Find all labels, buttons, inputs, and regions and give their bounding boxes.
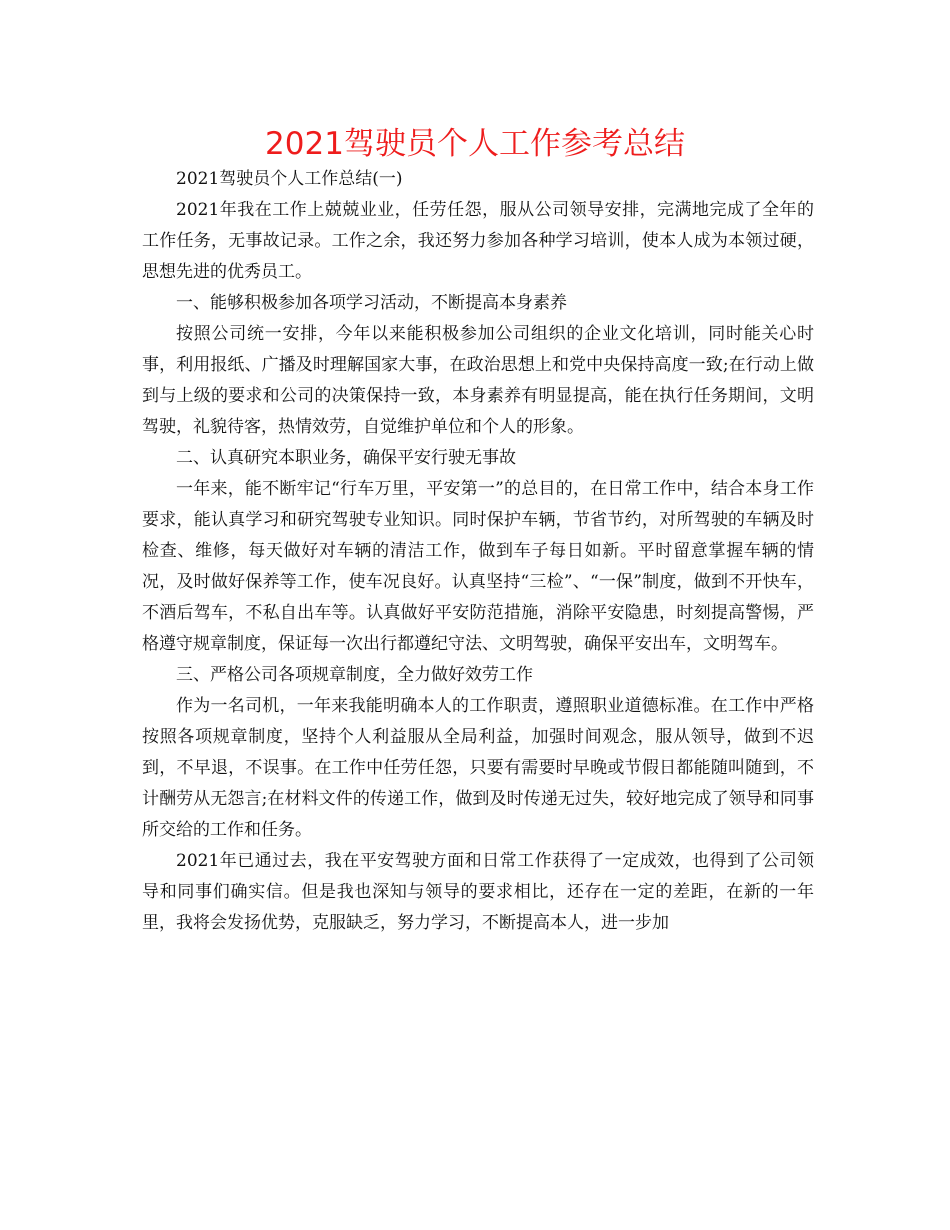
- paragraph-subtitle: 2021驾驶员个人工作总结(一): [176, 169, 403, 189]
- paragraph-section-3: 作为一名司机，一年来我能明确本人的工作职责，遵照职业道德标准。在工作中严格按照各项规章制度，坚持个人利益服从全局利益，加强时间观念，服从领导，做到不迟到，不早退，不误事。在工作中任劳任怨，只要有需要时早晚或节假日都能随叫随到，不计酬劳从无怨言;在材料文件的传递工作，做到及时传递无过失，较好地完成了领导和同事所交给的工作和任务。: [142, 696, 814, 840]
- section-heading-1: 一、能够积极参加各项学习活动，不断提高本身素养: [176, 293, 567, 313]
- document-title: 2021驾驶员个人工作参考总结: [265, 126, 685, 162]
- section-heading-2: 二、认真研究本职业务，确保平安行驶无事故: [176, 448, 516, 468]
- paragraph-section-1: 按照公司统一安排，今年以来能积极参加公司组织的企业文化培训，同时能关心时事，利用报纸、广播及时理解国家大事，在政治思想上和党中央保持高度一致;在行动上做到与上级的要求和公司的决策保持一致，本身素养有明显提高，能在执行任务期间，文明驾驶，礼貌待客，热情效劳，自觉维护单位和个人的形象。: [142, 324, 814, 437]
- paragraph-conclusion: 2021年已通过去，我在平安驾驶方面和日常工作获得了一定成效，也得到了公司领导和同事们确实信。但是我也深知与领导的要求相比，还存在一定的差距，在新的一年里，我将会发扬优势，克服缺乏，努力学习，不断提高本人，进一步加: [142, 851, 814, 933]
- document-body: [142, 164, 814, 939]
- section-heading-3: 三、严格公司各项规章制度，全力做好效劳工作: [176, 665, 533, 685]
- paragraph-section-2: 一年来，能不断牢记“行车万里，平安第一”的总目的，在日常工作中，结合本身工作要求，能认真学习和研究驾驶专业知识。同时保护车辆，节省节约，对所驾驶的车辆及时检查、维修，每天做好对车辆的清洁工作，做到车子每日如新。平时留意掌握车辆的情况，及时做好保养等工作，使车况良好。认真坚持“三检”、“一保”制度，做到不开快车，不酒后驾车，不私自出车等。认真做好平安防范措施，消除平安隐患，时刻提高警惕，严格遵守规章制度，保证每一次出行都遵纪守法、文明驾驶，确保平安出车，文明驾车。: [142, 479, 814, 654]
- paragraph-intro: 2021年我在工作上兢兢业业，任劳任怨，服从公司领导安排，完满地完成了全年的工作任务，无事故记录。工作之余，我还努力参加各种学习培训，使本人成为本领过硬，思想先进的优秀员工。: [142, 200, 814, 282]
